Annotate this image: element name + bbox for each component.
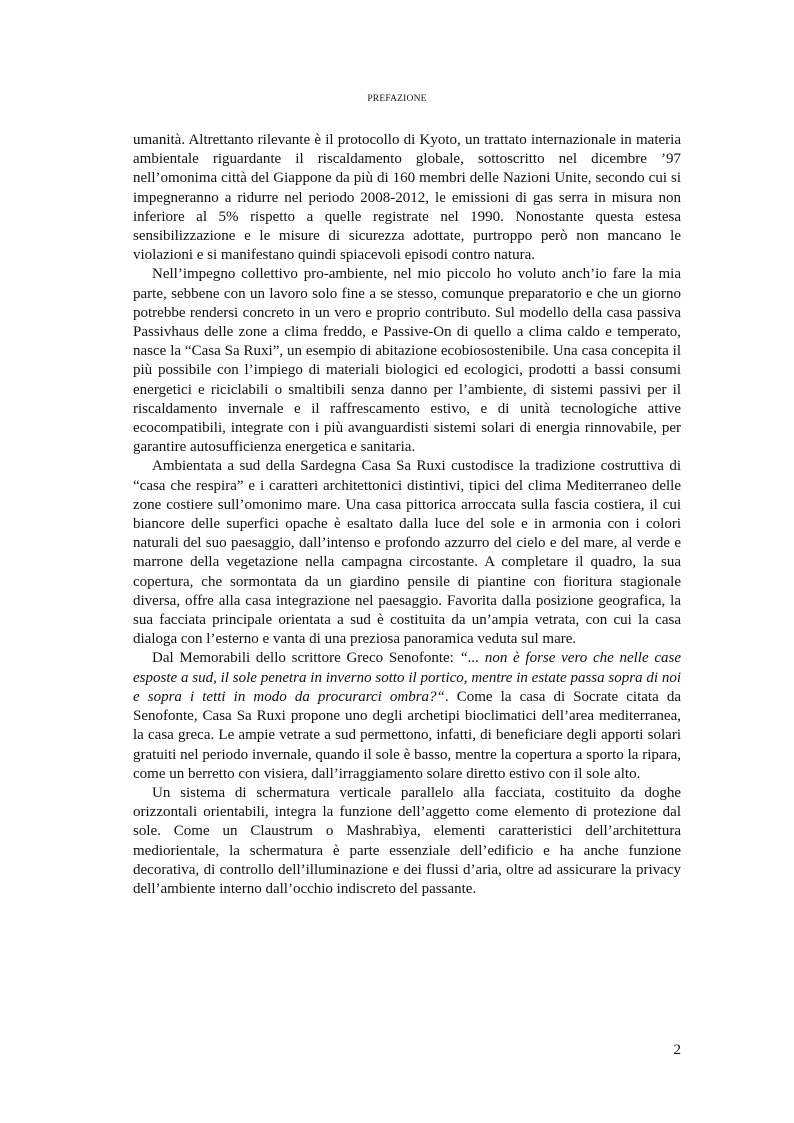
running-header: PREFAZIONE [367, 94, 427, 104]
paragraph-4-lead: Dal Memorabili dello scrittore Greco Senofonte: [152, 650, 460, 667]
paragraph-5: Un sistema di schermatura verticale parallelo alla facciata, costituito da doghe orizzontali orientabili, integra la funzione dell’aggetto come elemento di protezione dal sole. Come un Claustrum o Mashrabìya, elementi caratteristici dell’architettura mediorientale, la schermatura è parte essenziale dell’edificio e ha anche funzione decorativa, di controllo dell’illuminazione e dei flussi d’aria, oltre ad assicurare la privacy dell’ambiente interno dall’occhio indiscreto del passante. [133, 784, 681, 897]
paragraph-1: umanità. Altrettanto rilevante è il protocollo di Kyoto, un trattato internazionale in materia ambientale riguardante il riscaldamento globale, sottoscritto nel dicembre ’97 nell’omonima città del Giappone da più di 160 membri delle Nazioni Unite, secondo cui si impegneranno a ridurre nel periodo 2008-2012, le emissioni di gas serra in misura non inferiore al 5% rispetto a quelle registrate nel 1990. Nonostante questa estesa sensibilizzazione e le misure di sicurezza adottate, purtroppo però non mancano le violazioni e si manifestano quindi spiacevoli episodi contro natura. [133, 132, 681, 264]
paragraph-3: Ambientata a sud della Sardegna Casa Sa Ruxi custodisce la tradizione costruttiva di “casa che respira” e i caratteri architettonici distintivi, tipici del clima Mediterraneo delle zone costiere sull’omonimo mare. Una casa pittorica arroccata sulla fascia costiera, il cui biancore delle superfici opache è esaltato dalla luce del sole e in armonia con i colori naturali del suo paesaggio, dall’intenso e profondo azzurro del cielo e del mare, al verde e marrone della vegetazione nella campagna circostante. A completare il quadro, la sua copertura, che sormontata da un giardino pensile di piantine con fioritura stagionale diversa, offre alla casa integrazione nel paesaggio. Favorita dalla posizione geografica, la sua facciata principale orientata a sud è costituita da un’ampia vetrata, con cui la casa dialoga con l’esterno e vanta di una preziosa panoramica veduta sul mare. [133, 458, 681, 648]
page-number: 2 [673, 1042, 681, 1058]
paragraph-2: Nell’impegno collettivo pro-ambiente, nel mio piccolo ho voluto anch’io fare la mia parte, sebbene con un lavoro solo fine a se stesso, comunque preparatorio e che un giorno potrebbe rendersi concreto in un vero e proprio contributo. Sul modello della casa passiva Passivhaus delle zone a clima freddo, e Passive-On di quello a clima caldo e temperato, nasce la “Casa Sa Ruxi”, un esempio di abitazione ecobiosostenibile. Una casa concepita il più possibile con l’impiego di materiali biologici ed ecologici, prodotti a bassi consumi energetici e riciclabili o smaltibili senza danno per l’ambiente, di sistemi passivi per il riscaldamento invernale e il raffrescamento estivo, e di unità tecnologiche attive ecocompatibili, integrate con i più avanguardisti sistemi solari di energia rinnovabile, per garantire autosufficienza energetica e sanitaria. [133, 266, 681, 456]
body-text [133, 131, 681, 899]
senofonte-quote: “... non è forse vero che nelle case esposte a sud, il sole penetra in inverno sotto il portico, mentre in estate passa sopra di noi e sopra i tetti in modo da procurarci ombra?“ [133, 650, 681, 705]
paragraph-4-rest: . Come la casa di Socrate citata da Senofonte, Casa Sa Ruxi propone uno degli archetipi bioclimatici dell’area mediterranea, la casa greca. Le ampie vetrate a sud permettono, infatti, di beneficiare degli apporti solari gratuiti nel periodo invernale, quando il sole è basso, mentre la copertura a sporto la ripara, come un berretto con visiera, dall’irraggiamento solare diretto estivo con il sole alto. [133, 688, 681, 782]
paragraph-4 [133, 649, 681, 783]
